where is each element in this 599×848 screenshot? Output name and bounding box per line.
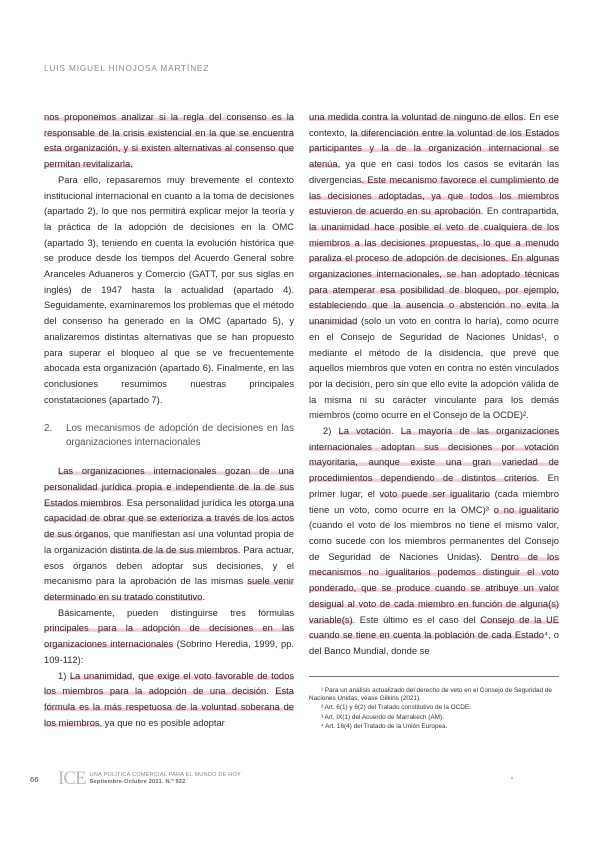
text-run: . Este último es el caso del [352, 614, 481, 625]
page-footer [30, 770, 241, 788]
text-run: (cada miembro tiene un voto, como ocurre en la OMC)³ [309, 488, 559, 515]
highlighted-text: nos proponemos analizar si la regla del consenso es la responsable de la crisis existencial en la que se encuentra esta organización, y si existen alternativas al consenso que permitan revitalizarla. [44, 112, 294, 170]
paragraph [309, 424, 559, 660]
highlighted-text: Dentro de los mecanismos no igualitarios podemos distinguir el voto ponderado, que se produce cuando se atribuye un valor desigual al voto de cada miembro en función de alguna(s) variable(s) [309, 551, 559, 625]
highlighted-text: La mayoría de las organizaciones internacionales adoptan sus decisiones por votación mayoritaria, aunque existe una gran variedad de procedimientos dependiendo de distintos criterios [309, 426, 559, 484]
highlighted-text: . Este mecanismo favorece el cumplimiento de las decisiones adoptadas, ya que todos los miembros estuvieron de acuerdo en su aprobación [309, 174, 559, 217]
highlighted-text: . En algunas organizaciones internacionales, se han adoptado técnicas para atemperar esa posibilidad de bloqueo, por ejemplo, estableciendo que la ausencia o abstención no evita la unanimidad [309, 253, 559, 327]
left-column [44, 110, 294, 731]
publication-issue: Septiembre-Octubre 2021. N.º 922 [89, 779, 186, 785]
text-run: . [390, 426, 401, 437]
paragraph [44, 606, 294, 669]
text-run: . En ese contexto, [309, 112, 559, 138]
highlighted-text: la diferenciación entre la voluntad de los Estados participantes y la de la organización internacional se atenúa [309, 127, 559, 170]
paragraph [309, 110, 559, 424]
decorative-dot [511, 777, 513, 779]
text-run: 1) [58, 670, 70, 681]
highlighted-text: o no igualitario [493, 504, 559, 515]
text-run: . Esa personalidad jurídica les [121, 497, 250, 508]
text-run: , ya que no es posible adoptar [99, 717, 225, 728]
text-run: Para ello, repasaremos muy brevemente el contexto institucional internacional en cuanto a la toma de decisiones (apartado 2), lo que nos permitirá explicar mejor la teoría y la práctica de la adopción de decisiones en la OMC (apartado 3), teniendo en cuenta la evolución histórica que se produce desde los tiempos del Acuerdo General sobre Aranceles Aduaneros y Comercio (GATT, por sus siglas en inglés) de 1947 hasta la actualidad (apartado 4). Seguidamente, examinaremos los problemas que el método del consenso ha generado en la OMC (apartado 5), y analizaremos distintas alternativas que se han propuesto para superar el bloqueo al que se ve frecuentemente abocada esta organización (apartado 6). Finalmente, en las conclusiones resumimos nuestras principales constataciones (apartado 7). [44, 174, 294, 405]
text-run: (solo un voto en contra lo haría), como ocurre en el Consejo de Seguridad de Naciones Unidas¹, o mediante el método de la disidencia, que prevé que aquellos miembros que voten en contra no estén vinculados por la decisión, pero sin que ello evite la adopción válida de la misma ni su carácter vinculante para los demás miembros (como ocurre en el Consejo de la OCDE)². [309, 316, 559, 421]
footnote-2: ² Art. 6(1) y 6(2) del Tratado constitutivo de la OCDE. [321, 704, 471, 712]
highlighted-text: distinta de la de sus miembros [110, 544, 238, 555]
section-heading [44, 422, 294, 450]
text-run: Básicamente, pueden distinguirse tres fórmulas [58, 607, 294, 618]
running-header: LUIS MIGUEL HINOJOSA MARTÍNEZ [44, 64, 210, 73]
right-column [309, 110, 559, 660]
section-number: 2. [44, 423, 53, 435]
text-run: ⁴, o del Banco Mundial, donde se [309, 630, 560, 656]
text-run: , ya que en casi todos los casos se evitarán las divergencias [309, 159, 559, 185]
highlighted-text: voto puede ser igualitario [379, 488, 491, 499]
footnote-rule [309, 676, 559, 677]
paragraph [44, 110, 294, 173]
ice-logo: ICE [58, 768, 86, 789]
publication-title: UNA POLÍTICA COMERCIAL PARA EL MUNDO DE HOY [89, 772, 241, 778]
highlighted-text: principales para la adopción de decisiones en las organizaciones internacionales [44, 623, 294, 650]
text-run: , [132, 670, 139, 681]
text-run: . En contrapartida, [480, 206, 559, 217]
highlighted-text: La votación [338, 426, 391, 437]
footnote-1: ¹ Para un análisis actualizado del derecho de veto en el Consejo de Seguridad de Naciones Unidas, véase Gilkins (2021). [309, 687, 552, 703]
text-run: , que manifiestan así una voluntad propia de la organización [44, 529, 294, 555]
text-run: . En primer lugar, el [309, 473, 559, 499]
highlighted-text: suele venir determinado en su tratado constitutivo [44, 576, 294, 602]
footnotes [309, 676, 559, 732]
paragraph [44, 669, 294, 732]
footnote-4: ⁴ Art. 16(4) del Tratado de la Unión Europea. [321, 722, 448, 730]
paragraph [44, 173, 294, 409]
highlighted-text: una medida contra la voluntad de ninguno de ellos [309, 112, 524, 122]
highlighted-text: La unanimidad [69, 670, 133, 681]
text-run: (Sobrino Heredia, 1999, pp. 109-112): [44, 639, 294, 665]
highlighted-text: la unanimidad hace posible el veto de cualquiera de los miembros a las decisiones propuestas, lo que a menudo paraliza el proceso de adopción de decisiones [309, 221, 559, 264]
paragraph [44, 464, 294, 605]
highlighted-text: Esta fórmula es la más respetuosa de la voluntad soberana de los miembros [44, 686, 294, 728]
footnote-3: ³ Art. IX(1) del Acuerdo de Marrakech (AM). [321, 713, 444, 721]
text-run: . [266, 686, 276, 697]
section-title: Los mecanismos de adopción de decisiones en las organizaciones internacionales [66, 423, 294, 449]
text-run: . [202, 591, 206, 602]
highlighted-text: Consejo de la UE cuando se tiene en cuenta la población de cada Estado [309, 614, 559, 641]
highlighted-text: que exige el voto favorable de todos los miembros para la adopción de una decisión [44, 670, 294, 697]
publication-info [90, 772, 241, 786]
highlighted-text: Las organizaciones internacionales gozan de una personalidad jurídica propia e independiente de la de sus Estados miembros [44, 466, 294, 508]
text-run: 2) [323, 426, 339, 437]
highlighted-text: otorga una capacidad de obrar que se exterioriza a través de los actos de sus órganos [44, 497, 295, 540]
text-run: (cuando el voto de los miembros no tiene el mismo valor, como sucede con los miembros permanentes del Consejo de Seguridad de Naciones Unidas). [309, 520, 559, 562]
text-run: . Para actuar, esos órganos deben adoptar sus decisiones, y el mecanismo para la aprobación de las mismas [44, 544, 295, 587]
page-number: 66 [30, 774, 39, 784]
